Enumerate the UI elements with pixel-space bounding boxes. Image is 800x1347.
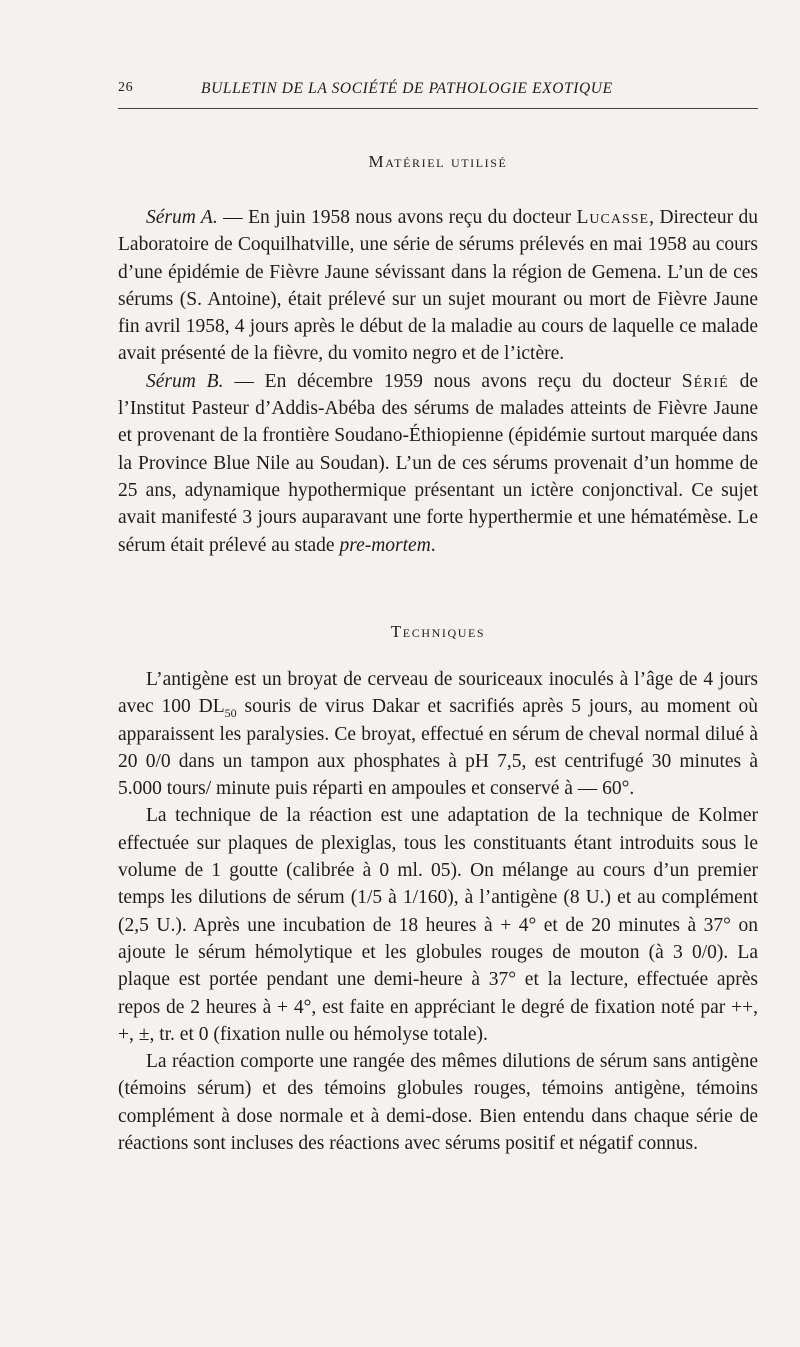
section-techniques-body	[118, 666, 758, 1157]
serum-a-label: Sérum A.	[146, 207, 218, 228]
section-title-techniques: Techniques	[390, 622, 486, 641]
paragraph-serum-b: Sérum B. — En décembre 1959 nous avons reçu du docteur Sérié de l’Institut Pasteur d’Addis-Abéba des sérums de malades atteints de Fièvre Jaune et provenant de la frontière Soudano-Éthiopienne (épidémie surtout marquée dans la Province Blue Nile au Soudan). L’un de ces sérums provenait d’un homme de 25 ans, adynamique hypothermique présentant un ictère conjonctival. Ce sujet avait manifesté 3 jours auparavant une forte hyperthermie et une hématémèse. Le sérum était prélevé au stade pre-mortem.	[118, 370, 758, 556]
author-name: Lucasse	[576, 207, 650, 228]
paragraph-technique: La technique de la réaction est une adaptation de la technique de Kolmer effectuée sur plaques de plexiglas, tous les constituants étant introduits sous le volume de 1 goutte (calibrée à 0 ml. 05). On mélange au cours d’un premier temps les dilutions de sérum (1/5 à 1/160), à l’antigène (8 U.) et au complément (2,5 U.). Après une incubation de 18 heures à + 4° et de 20 minutes à 37° on ajoute le sérum hémolytique et les globules rouges de mouton (à 3 0/0). La plaque est portée pendant une demi-heure à 37° et la lecture, effectuée après repos de 2 heures à + 4°, est faite en appréciant le degré de fixation noté par ++, +, ±, tr. et 0 (fixation nulle ou hémolyse totale).	[118, 805, 758, 1045]
section-materiel-body	[118, 204, 758, 559]
serum-b-label: Sérum B.	[146, 370, 224, 392]
author-name: Sérié	[681, 370, 729, 392]
paragraph-serum-a: Sérum A. — En juin 1958 nous avons reçu du docteur Lucasse, Directeur du Laboratoire de Coquilhatville, une série de sérums prélevés en mai 1958 au cours d’une épidémie de Fièvre Jaune sévissant dans la région de Gemena. L’un de ces sérums (S. Antoine), était prélevé sur un sujet mourant ou mort de Fièvre Jaune fin avril 1958, 4 jours après le début de la maladie au cours de laquelle ce malade avait présenté de la fièvre, du vomito negro et de l’ictère.	[118, 207, 759, 365]
section-title-materiel: Matériel utilisé	[368, 152, 508, 171]
paragraph-antigen: L’antigène est un broyat de cerveau de souriceaux inoculés à l’âge de 4 jours avec 100 $DL_{50}$ souris de virus Dakar et sacrifiés après 5 jours, au moment où apparaissent les paralysies. Ce broyat, effectué en sérum de cheval normal dilué à 20 0/0 dans un tampon aux phosphates à pH 7,5, est centrifugé 30 minutes à 5.000 tours/ minute puis réparti en ampoules et conservé à — 60°.	[118, 669, 759, 800]
page-number: 26	[118, 80, 134, 95]
paragraph-controls: La réaction comporte une rangée des mêmes dilutions de sérum sans antigène (témoins sérum) et des témoins globules rouges, témoins antigène, témoins complément à dose normale et à demi-dose. Bien entendu dans chaque série de réactions sont incluses des réactions avec sérums positif et négatif connus.	[118, 1051, 758, 1155]
journal-title: BULLETIN DE LA SOCIÉTÉ DE PATHOLOGIE EXOTIQUE	[201, 80, 613, 97]
running-header	[118, 80, 758, 104]
header-rule	[118, 108, 758, 109]
